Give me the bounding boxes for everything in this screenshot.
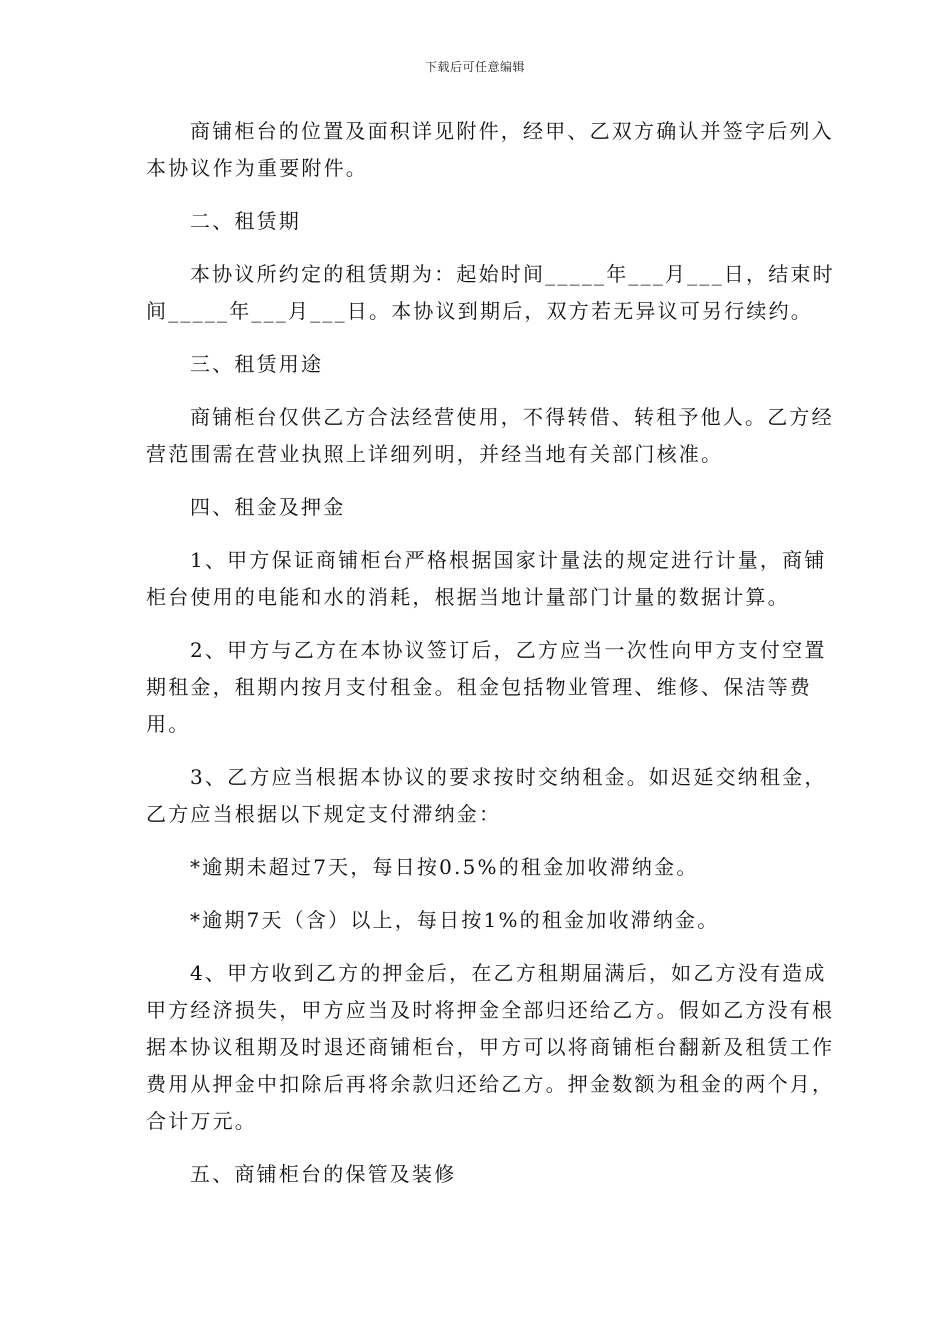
section-heading-custody-renovation: 五、商铺柜台的保管及装修 bbox=[190, 1162, 457, 1186]
paragraph-attachment: 商铺柜台的位置及面积详见附件，经甲、乙双方确认并签字后列入本协议作为重要附件。 bbox=[146, 119, 834, 180]
document-body bbox=[146, 113, 836, 1209]
paragraph-late-fee-rule-1: *逾期未超过7天，每日按0.5%的租金加收滞纳金。 bbox=[190, 855, 699, 879]
paragraph-lease-term: 本协议所约定的租赁期为：起始时间_____年___月___日，结束时间_____年___月___日。本协议到期后，双方若无异议可另行续约。 bbox=[146, 262, 835, 323]
paragraph-late-fee-rule-2: *逾期7天（含）以上，每日按1%的租金加收滞纳金。 bbox=[190, 908, 720, 932]
paragraph-payment: 2、甲方与乙方在本协议签订后，乙方应当一次性向甲方支付空置期租金，租期内按月支付租金。租金包括物业管理、维修、保洁等费用。 bbox=[146, 638, 827, 736]
section-heading-lease-term: 二、租赁期 bbox=[190, 209, 301, 233]
paragraph-late-fee: 3、乙方应当根据本协议的要求按时交纳租金。如迟延交纳租金，乙方应当根据以下规定支付滞纳金： bbox=[146, 765, 827, 826]
paragraph-lease-use: 商铺柜台仅供乙方合法经营使用，不得转借、转租予他人。乙方经营范围需在营业执照上详细列明，并经当地有关部门核准。 bbox=[146, 405, 834, 466]
section-heading-rent-deposit: 四、租金及押金 bbox=[190, 495, 346, 519]
section-heading-lease-use: 三、租赁用途 bbox=[190, 352, 324, 376]
header-note: 下载后可任意编辑 bbox=[424, 60, 525, 74]
paragraph-metering: 1、甲方保证商铺柜台严格根据国家计量法的规定进行计量，商铺柜台使用的电能和水的消耗，根据当地计量部门计量的数据计算。 bbox=[146, 548, 827, 609]
paragraph-deposit: 4、甲方收到乙方的押金后，在乙方租期届满后，如乙方没有造成甲方经济损失，甲方应当及时将押金全部归还给乙方。假如乙方没有根据本协议租期及时退还商铺柜台，甲方可以将商铺柜台翻新及租赁工作费用从押金中扣除后再将余款归还给乙方。押金数额为租金的两个月，合计万元。 bbox=[146, 961, 835, 1133]
